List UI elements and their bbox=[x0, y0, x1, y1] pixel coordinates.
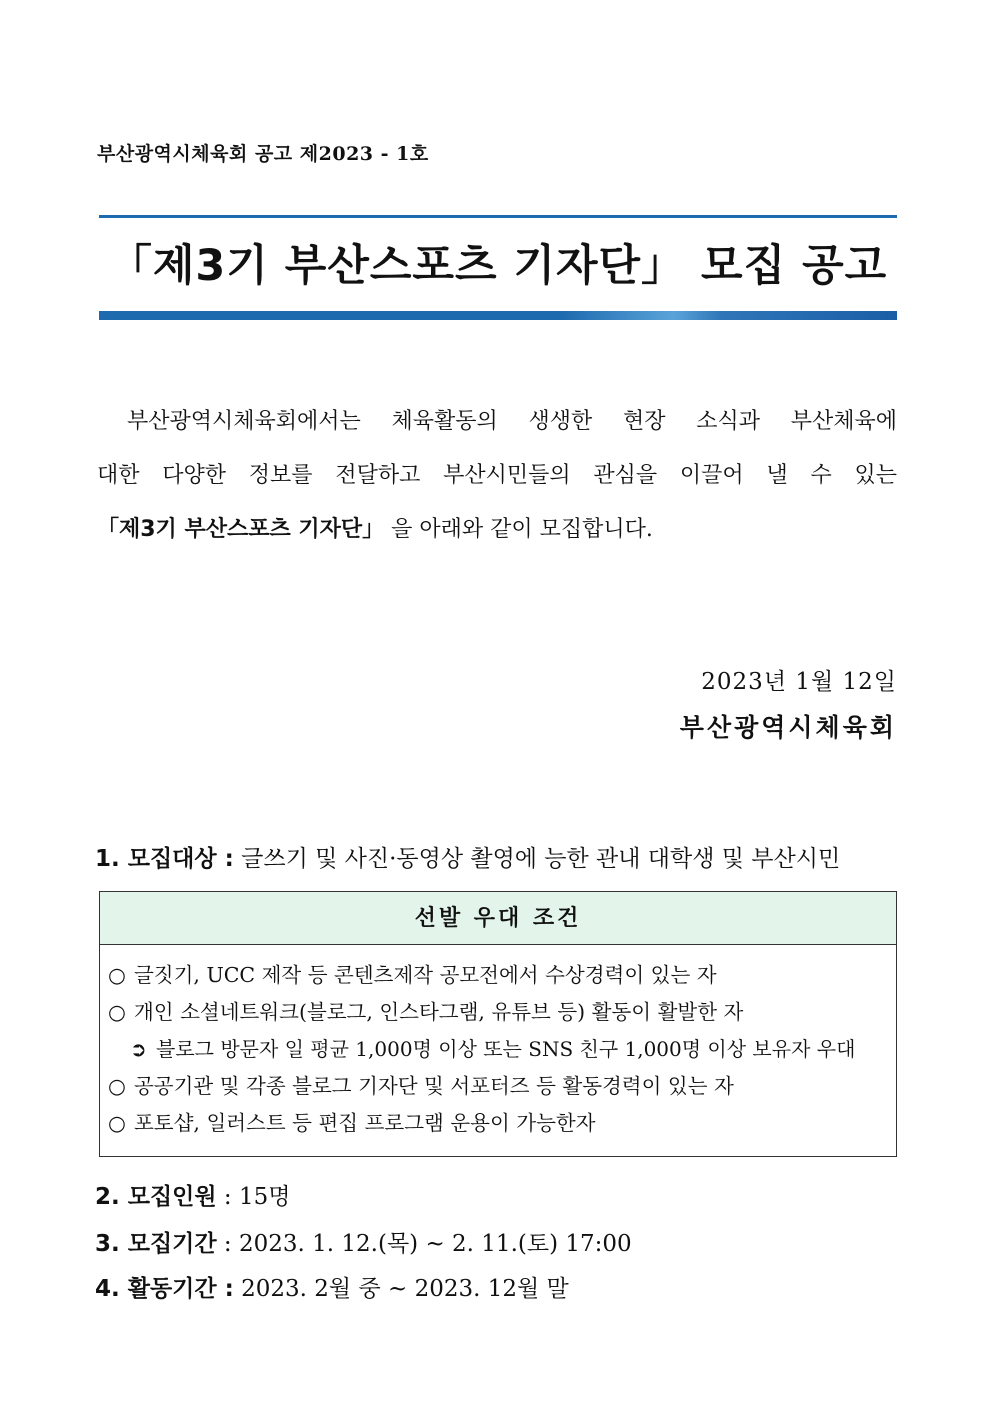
section-target-value: 글쓰기 및 사진·동영상 촬영에 능한 관내 대학생 및 부산시민 bbox=[233, 846, 841, 872]
preference-box bbox=[99, 891, 897, 1157]
section-activity-head: 4. 활동기간 : bbox=[95, 1276, 234, 1302]
list-item-text: 개인 소셜네트워크(블로그, 인스타그램, 유튜브 등) 활동이 활발한 자 bbox=[134, 1000, 744, 1024]
page-title: 「제3기 부산스포츠 기자단」 모집 공고 bbox=[108, 241, 888, 291]
list-item bbox=[108, 1105, 896, 1142]
section-activity-value: 2023. 2월 중 ~ 2023. 12월 말 bbox=[233, 1276, 569, 1302]
list-item-text: 글짓기, UCC 제작 등 콘텐츠제작 공모전에서 수상경력이 있는 자 bbox=[134, 963, 717, 987]
notice-number: 부산광역시체육회 공고 제2023 - 1호 bbox=[97, 143, 429, 165]
intro-paragraph bbox=[97, 395, 897, 557]
intro-line-2: 대한 다양한 정보를 전달하고 부산시민들의 관심을 이끌어 낼 수 있는 bbox=[97, 463, 897, 488]
section-target bbox=[95, 840, 840, 873]
circle-bullet-icon: ○ bbox=[108, 1111, 126, 1135]
list-item-text: 포토샵, 일러스트 등 편집 프로그램 운용이 가능한자 bbox=[134, 1111, 596, 1135]
preference-header: 선발 우대 조건 bbox=[100, 892, 896, 945]
circle-bullet-icon: ○ bbox=[108, 963, 126, 987]
section-count bbox=[95, 1178, 290, 1211]
preference-list bbox=[100, 945, 896, 1142]
list-item bbox=[108, 994, 896, 1031]
section-period-value: : 2023. 1. 12.(목) ~ 2. 11.(토) 17:00 bbox=[216, 1231, 632, 1257]
list-item bbox=[108, 957, 896, 994]
section-period bbox=[95, 1225, 632, 1258]
section-activity bbox=[95, 1270, 569, 1303]
list-item-text: 블로그 방문자 일 평균 1,000명 이상 또는 SNS 친구 1,000명 이상 보유자 우대 bbox=[156, 1037, 856, 1061]
list-item bbox=[108, 1031, 896, 1068]
list-item bbox=[108, 1068, 896, 1105]
intro-line-1: 부산광역시체육회에서는 체육활동의 생생한 현장 소식과 부산체육에 bbox=[127, 409, 897, 434]
title-bottom-rule bbox=[99, 311, 897, 320]
organization-name: 부산광역시체육회 bbox=[679, 713, 897, 742]
intro-program-name: 「제3기 부산스포츠 기자단」 bbox=[97, 517, 385, 542]
intro-line-3-rest: 을 아래와 같이 모집합니다. bbox=[384, 517, 653, 542]
title-top-rule bbox=[99, 215, 897, 218]
arrow-bullet-icon: ➲ bbox=[130, 1037, 147, 1061]
intro-line-3 bbox=[97, 503, 897, 557]
list-item-text: 공공기관 및 각종 블로그 기자단 및 서포터즈 등 활동경력이 있는 자 bbox=[134, 1074, 734, 1098]
section-target-head: 1. 모집대상 : bbox=[95, 846, 234, 872]
circle-bullet-icon: ○ bbox=[108, 1000, 126, 1024]
section-count-value: : 15명 bbox=[216, 1184, 291, 1210]
circle-bullet-icon: ○ bbox=[108, 1074, 126, 1098]
section-period-head: 3. 모집기간 bbox=[95, 1231, 217, 1257]
section-count-head: 2. 모집인원 bbox=[95, 1184, 217, 1210]
notice-date: 2023년 1월 12일 bbox=[701, 669, 897, 695]
